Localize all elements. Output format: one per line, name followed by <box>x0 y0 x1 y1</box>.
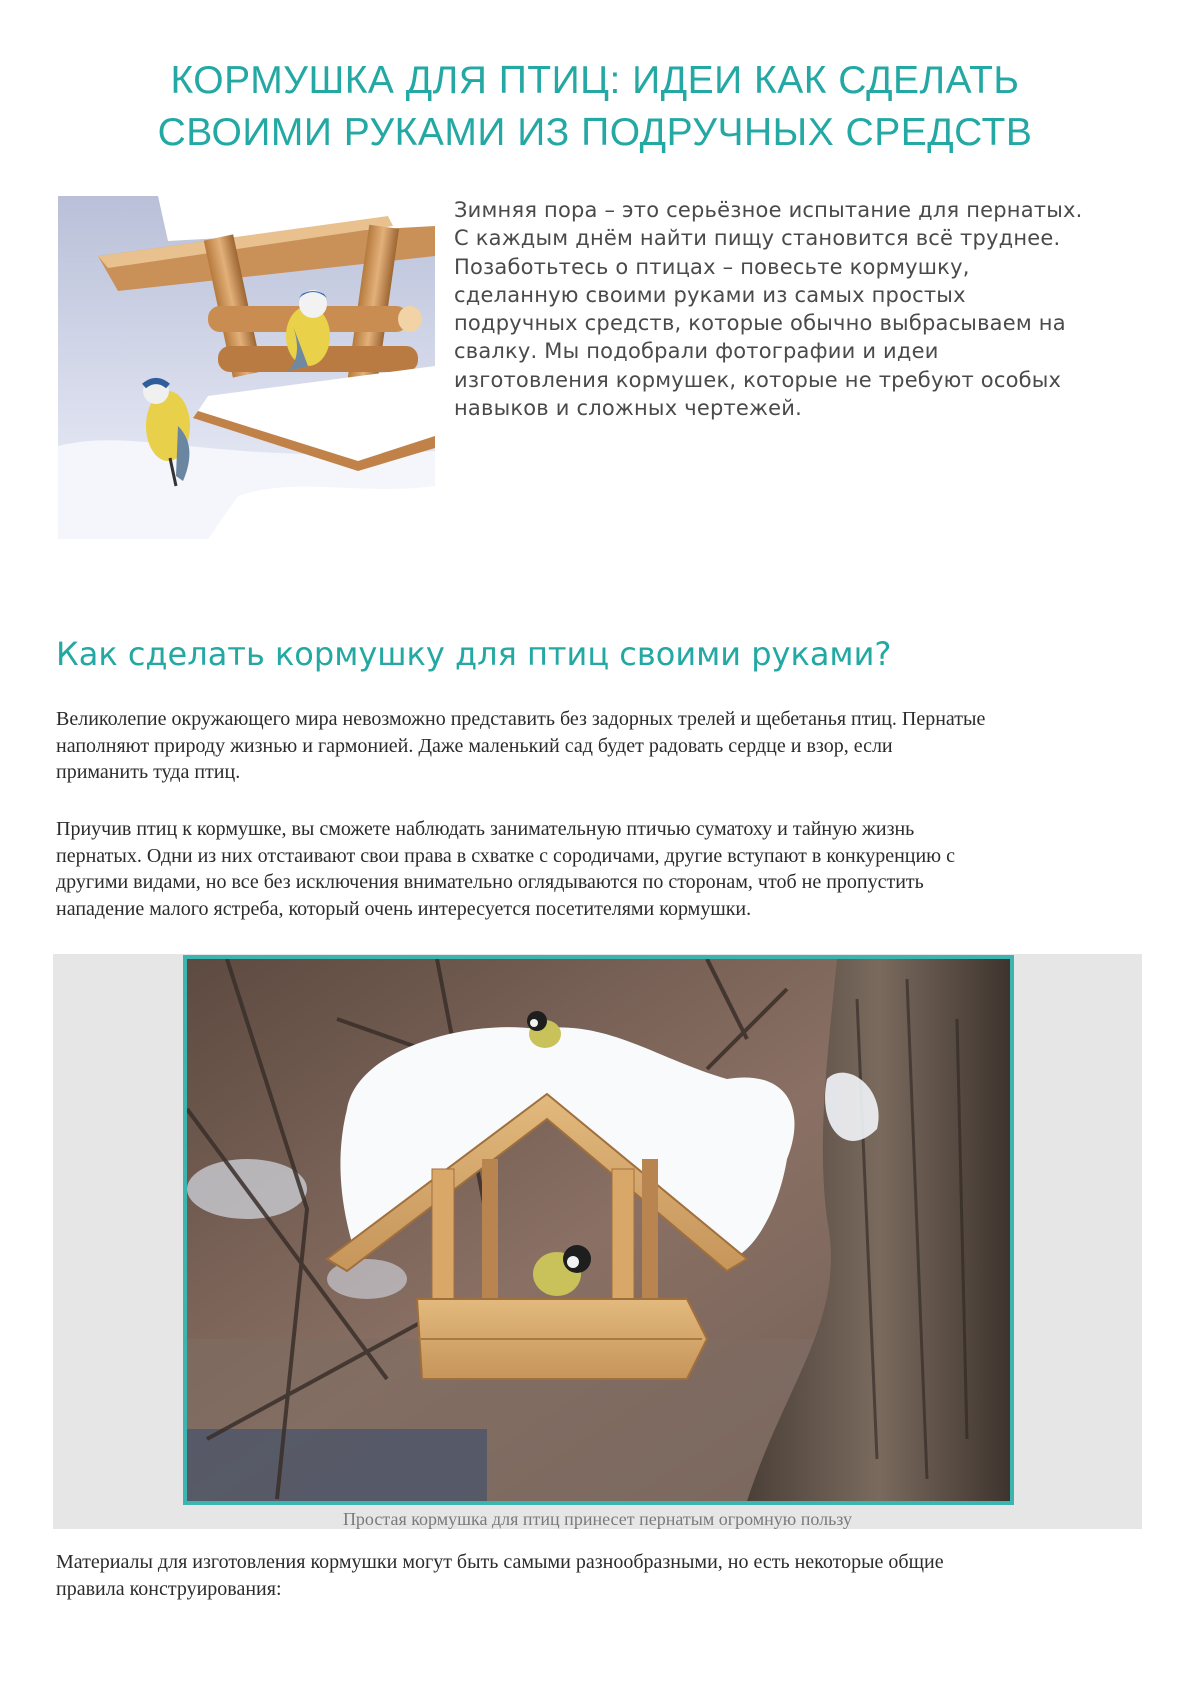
intro-line: свалку. Мы подобрали фотографии и идеи <box>454 339 939 364</box>
hero-feeder-illustration <box>58 196 435 539</box>
page-title-line-1: КОРМУШКА ДЛЯ ПТИЦ: ИДЕИ КАК СДЕЛАТЬ <box>170 59 1020 102</box>
page-title-line-2: СВОИМИ РУКАМИ ИЗ ПОДРУЧНЫХ СРЕДСТВ <box>157 111 1033 154</box>
paragraph-3 <box>56 1549 1146 1602</box>
paragraph-line: правила конструирования: <box>56 1577 282 1600</box>
paragraph-line: приманить туда птиц. <box>56 761 241 784</box>
intro-line: сделанную своими руками из самых простых <box>454 282 966 307</box>
paragraph-line: нападение малого ястреба, который очень интересуется посетителями кормушки. <box>56 897 752 920</box>
section-heading: Как сделать кормушку для птиц своими руками? <box>56 635 892 673</box>
intro-line: Позаботьтесь о птицах – повесьте кормушку, <box>454 254 970 279</box>
page-title <box>60 55 1130 159</box>
hero-feeder-photo <box>58 196 435 539</box>
paragraph-line: наполняют природу жизнью и гармонией. Даже маленький сад будет радовать сердце и взор, если <box>56 734 893 757</box>
intro-line: изготовления кормушек, которые не требуют особых <box>454 367 1062 392</box>
intro-text <box>454 196 1154 422</box>
paragraph-line: Великолепие окружающего мира невозможно представить без задорных трелей и щебетанья птиц. Пернатые <box>56 708 986 730</box>
paragraph-line: Приучив птиц к кормушке, вы сможете наблюдать занимательную птичью суматоху и тайную жизнь <box>56 818 915 840</box>
paragraph-line: Материалы для изготовления кормушки могут быть самыми разнообразными, но есть некоторые общие <box>56 1551 944 1573</box>
paragraph-line: другими видами, но все без исключения внимательно оглядываются по сторонам, чтоб не пропустить <box>56 871 924 894</box>
intro-line: подручных средств, которые обычно выбрасываем на <box>454 311 1066 336</box>
feeder-house-photo <box>183 955 1014 1505</box>
paragraph-2 <box>56 816 1146 922</box>
paragraph-1 <box>56 706 1146 786</box>
feeder-house-illustration <box>187 959 1010 1501</box>
intro-line: С каждым днём найти пищу становится всё труднее. <box>454 226 1061 251</box>
figure-caption: Простая кормушка для птиц принесет пернатым огромную пользу <box>342 1509 853 1529</box>
paragraph-line: пернатых. Одни из них отстаивают свои права в схватке с сородичами, другие вступают в конкуренцию с <box>56 844 955 867</box>
intro-line: Зимняя пора – это серьёзное испытание для пернатых. <box>454 198 1083 222</box>
intro-line: навыков и сложных чертежей. <box>454 396 802 421</box>
